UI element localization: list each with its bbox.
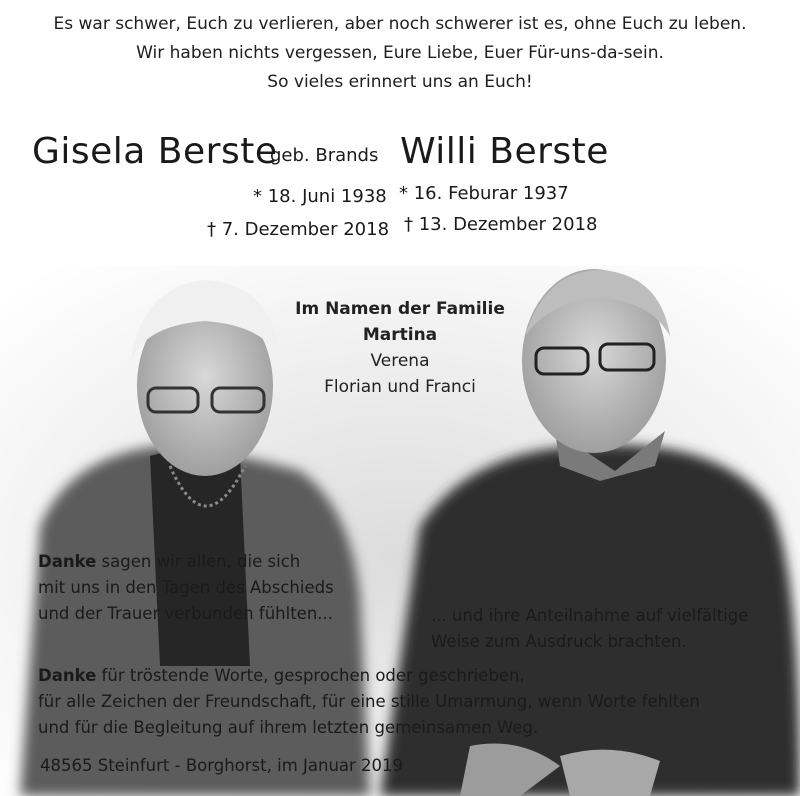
died-gisela: † 7. Dezember 2018 [207, 219, 390, 240]
quote-line-1: Es war schwer, Euch zu verlieren, aber noch schwerer ist es, ohne Euch zu leben. [53, 14, 747, 34]
thanks-paragraph-2 [38, 663, 700, 741]
family-member: Florian und Franci [324, 377, 476, 397]
thanks-text: für tröstende Worte, gesprochen oder geschrieben, [96, 666, 525, 685]
family-member: Martina [362, 325, 438, 345]
family-intro: Im Namen der Familie [295, 299, 505, 319]
thanks-text: für alle Zeichen der Freundschaft, für eine stille Umarmung, wenn Worte fehlten [38, 692, 700, 711]
thanks-bold: Danke [38, 666, 97, 685]
memorial-quote [0, 10, 800, 97]
name-willi: Willi Berste [400, 131, 609, 172]
thanks-text: sagen wir allen, die sich [96, 552, 301, 571]
name-gisela: Gisela Berste [32, 131, 278, 172]
family-member: Verena [370, 351, 430, 371]
thanks-text: und für die Begleitung auf ihrem letzten gemeinsamen Weg. [38, 718, 539, 737]
place-date: 48565 Steinfurt - Borghorst, im Januar 2019 [40, 756, 404, 775]
thanks-text: Weise zum Ausdruck brachten. [431, 632, 687, 651]
quote-line-3: So vieles erinnert uns an Euch! [267, 72, 533, 92]
thanks-paragraph-1 [38, 549, 334, 627]
thanks-text: mit uns in den Tagen des Abschieds [38, 578, 334, 597]
thanks-paragraph-1b [431, 603, 748, 655]
thanks-bold: Danke [38, 552, 97, 571]
died-willi: † 13. Dezember 2018 [404, 214, 598, 235]
family-signature [225, 296, 575, 400]
quote-line-2: Wir haben nichts vergessen, Eure Liebe, Euer Für-uns-da-sein. [136, 43, 664, 63]
thanks-text: ... und ihre Anteilnahme auf vielfältige [431, 606, 749, 625]
born-willi: * 16. Feburar 1937 [399, 183, 569, 204]
thanks-text: und der Trauer verbunden fühlten... [38, 604, 334, 623]
born-gisela: * 18. Juni 1938 [253, 186, 387, 207]
birth-name-gisela: geb. Brands [270, 145, 379, 166]
